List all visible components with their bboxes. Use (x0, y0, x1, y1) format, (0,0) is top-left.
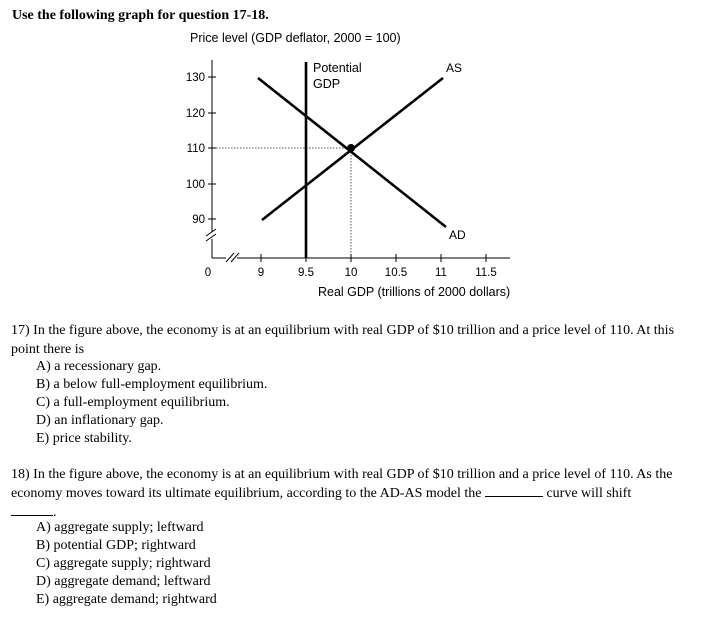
q18-stem-part2: curve will shift (546, 486, 632, 501)
answer-blank (11, 515, 53, 516)
question-17-stem: 17) In the figure above, the economy is at an equilibrium with real GDP of $10 trillion and a price level of 110. At this point there is (11, 323, 675, 357)
q18-stem-part1: 18) In the figure above, the economy is at an equilibrium with real GDP of $10 trillion and a price level of 110. As the economy moves toward its ultimate equilibrium, according to the AD-AS model the (11, 467, 673, 501)
question-18-options (36, 519, 217, 609)
q18-option-b[interactable]: B) potential GDP; rightward (36, 538, 196, 553)
equilibrium-point (347, 144, 355, 152)
x-tick-label: 11 (435, 267, 447, 279)
q17-option-e[interactable]: E) price stability. (36, 431, 132, 446)
q18-option-c[interactable]: C) aggregate supply; rightward (36, 556, 211, 571)
x-tick-label: 9.5 (298, 267, 314, 279)
page-heading: Use the following graph for question 17-18. (12, 8, 269, 23)
y-tick-label: 110 (186, 143, 205, 155)
answer-blank (485, 496, 543, 497)
ad-label: AD (449, 228, 466, 242)
x-tick-label: 9 (257, 267, 265, 279)
question-17-options (36, 358, 267, 448)
q17-option-b[interactable]: B) a below full-employment equilibrium. (36, 377, 268, 392)
x-axis-title: Real GDP (trillions of 2000 dollars) (318, 285, 511, 299)
y-tick-label: 90 (192, 214, 205, 226)
ad-curve (258, 78, 446, 227)
as-label: AS (446, 61, 463, 75)
q18-option-a[interactable]: A) aggregate supply; leftward (36, 520, 204, 535)
potential-gdp-label: Potential (313, 61, 362, 75)
x-zero-label: 0 (204, 267, 212, 279)
q17-option-c[interactable]: C) a full-employment equilibrium. (36, 395, 230, 410)
q18-stem-end: . (53, 505, 57, 520)
q18-option-e[interactable]: E) aggregate demand; rightward (36, 592, 217, 607)
q17-option-a[interactable]: A) a recessionary gap. (36, 359, 162, 374)
y-tick-label: 130 (185, 72, 205, 84)
y-tick-label: 100 (185, 179, 205, 191)
potential-gdp-label: GDP (313, 77, 341, 91)
x-tick-label: 10.5 (384, 267, 408, 279)
question-18-stem (11, 465, 703, 522)
q18-option-d[interactable]: D) aggregate demand; leftward (36, 574, 211, 589)
y-tick-label: 120 (185, 108, 205, 120)
y-axis-title: Price level (GDP deflator, 2000 = 100) (190, 31, 401, 45)
x-tick-label: 10 (344, 267, 358, 279)
x-tick-label: 11.5 (475, 267, 497, 279)
q17-option-d[interactable]: D) an inflationary gap. (36, 413, 164, 428)
